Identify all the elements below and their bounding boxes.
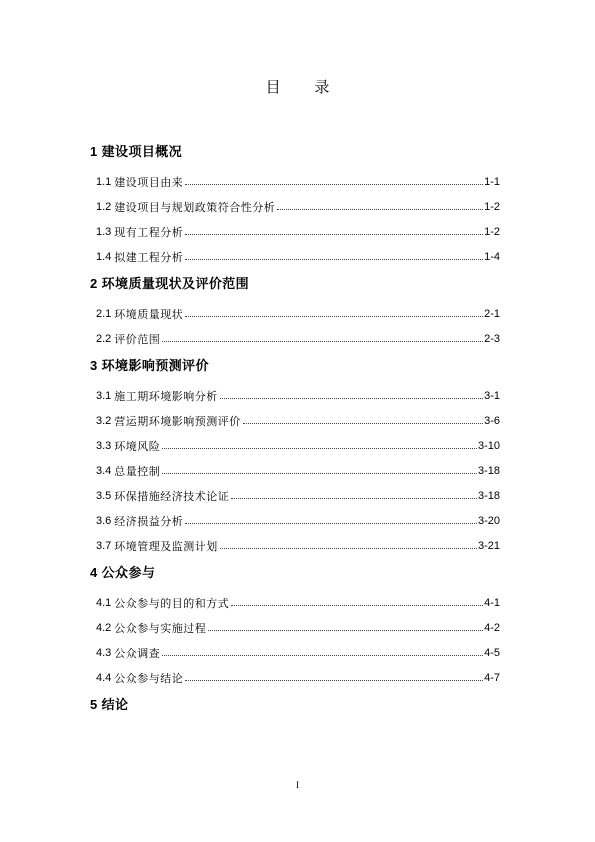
- toc-entry: [90, 408, 500, 433]
- entry-page-number: 1-4: [484, 250, 500, 263]
- toc-title: 目 录: [265, 80, 330, 96]
- toc-entry: [90, 590, 500, 615]
- section-number: 1: [90, 144, 98, 159]
- dot-leader: [243, 423, 483, 424]
- section-number: 5: [90, 697, 98, 712]
- entry-title: 建设项目与规划政策符合性分析: [114, 201, 276, 214]
- dot-leader: [185, 259, 483, 260]
- entry-title: 拟建工程分析: [114, 251, 184, 264]
- entry-title: 现有工程分析: [114, 226, 184, 239]
- section-number: 3: [90, 358, 98, 373]
- toc-entry: [90, 433, 500, 458]
- entry-title: 环境质量现状: [114, 308, 184, 321]
- toc-section-heading: [90, 137, 500, 169]
- entry-number: 1.4: [96, 250, 112, 263]
- toc-entry: [90, 508, 500, 533]
- entry-number: 3.5: [96, 489, 112, 502]
- toc-entry: [90, 665, 500, 690]
- entry-title: 公众调查: [114, 647, 161, 660]
- section-number: 2: [90, 276, 98, 291]
- toc-entry: [90, 169, 500, 194]
- entry-title: 建设项目由来: [114, 176, 184, 189]
- entry-number: 1.1: [96, 175, 112, 188]
- section-title: 环境影响预测评价: [101, 358, 209, 373]
- dot-leader: [220, 398, 483, 399]
- dot-leader: [162, 448, 477, 449]
- entry-page-number: 3-18: [477, 489, 500, 502]
- entry-number: 1.2: [96, 200, 112, 213]
- section-title: 公众参与: [101, 565, 156, 580]
- entry-page-number: 4-7: [484, 671, 500, 684]
- toc-entry: [90, 483, 500, 508]
- entry-number: 3.7: [96, 539, 112, 552]
- toc-entry: [90, 326, 500, 351]
- entry-title: 营运期环境影响预测评价: [114, 415, 241, 428]
- entry-number: 3.4: [96, 464, 112, 477]
- entry-number: 3.6: [96, 514, 112, 527]
- dot-leader: [162, 655, 483, 656]
- toc-section-heading: [90, 269, 500, 301]
- section-title: 建设项目概况: [101, 144, 183, 159]
- dot-leader: [208, 630, 483, 631]
- dot-leader: [162, 341, 483, 342]
- toc-entry: [90, 301, 500, 326]
- entry-title: 经济损益分析: [114, 515, 184, 528]
- entry-number: 4.2: [96, 621, 112, 634]
- entry-title: 公众参与的目的和方式: [114, 597, 230, 610]
- dot-leader: [185, 680, 483, 681]
- dot-leader: [277, 209, 483, 210]
- entry-page-number: 1-2: [484, 200, 500, 213]
- entry-number: 4.1: [96, 596, 112, 609]
- entry-page-number: 4-2: [484, 621, 500, 634]
- entry-page-number: 3-20: [477, 514, 500, 527]
- entry-page-number: 1-2: [484, 225, 500, 238]
- toc-entry: [90, 615, 500, 640]
- entry-title: 环保措施经济技术论证: [114, 490, 230, 503]
- dot-leader: [231, 605, 483, 606]
- toc-entry: [90, 533, 500, 558]
- toc-section-heading: [90, 351, 500, 383]
- section-title: 结论: [101, 697, 129, 712]
- dot-leader: [231, 498, 477, 499]
- entry-number: 4.3: [96, 646, 112, 659]
- entry-title: 公众参与结论: [114, 672, 184, 685]
- section-title: 环境质量现状及评价范围: [101, 276, 250, 291]
- toc-section-heading: [90, 558, 500, 590]
- section-number: 4: [90, 565, 98, 580]
- entry-number: 2.2: [96, 332, 112, 345]
- entry-page-number: 1-1: [484, 175, 500, 188]
- entry-page-number: 3-21: [477, 539, 500, 552]
- dot-leader: [185, 316, 483, 317]
- entry-number: 3.3: [96, 439, 112, 452]
- table-of-contents: [90, 137, 500, 722]
- entry-number: 1.3: [96, 225, 112, 238]
- entry-page-number: 4-5: [484, 646, 500, 659]
- toc-entry: [90, 219, 500, 244]
- entry-page-number: 2-1: [484, 307, 500, 320]
- entry-title: 环境管理及监测计划: [114, 540, 218, 553]
- toc-entry: [90, 244, 500, 269]
- entry-page-number: 3-10: [477, 439, 500, 452]
- entry-number: 2.1: [96, 307, 112, 320]
- entry-title: 环境风险: [114, 440, 161, 453]
- dot-leader: [162, 473, 477, 474]
- toc-entry: [90, 383, 500, 408]
- entry-title: 施工期环境影响分析: [114, 390, 218, 403]
- page-number: I: [296, 780, 299, 790]
- entry-number: 3.1: [96, 389, 112, 402]
- entry-number: 3.2: [96, 414, 112, 427]
- dot-leader: [220, 548, 477, 549]
- entry-title: 公众参与实施过程: [114, 622, 207, 635]
- entry-page-number: 2-3: [484, 332, 500, 345]
- toc-entry: [90, 640, 500, 665]
- toc-entry: [90, 194, 500, 219]
- dot-leader: [185, 523, 477, 524]
- entry-page-number: 3-18: [477, 464, 500, 477]
- toc-section-heading: [90, 690, 500, 722]
- entry-title: 评价范围: [114, 333, 161, 346]
- entry-page-number: 3-6: [484, 414, 500, 427]
- entry-page-number: 4-1: [484, 596, 500, 609]
- entry-page-number: 3-1: [484, 389, 500, 402]
- dot-leader: [185, 184, 483, 185]
- entry-title: 总量控制: [114, 465, 161, 478]
- entry-number: 4.4: [96, 671, 112, 684]
- toc-entry: [90, 458, 500, 483]
- dot-leader: [185, 234, 483, 235]
